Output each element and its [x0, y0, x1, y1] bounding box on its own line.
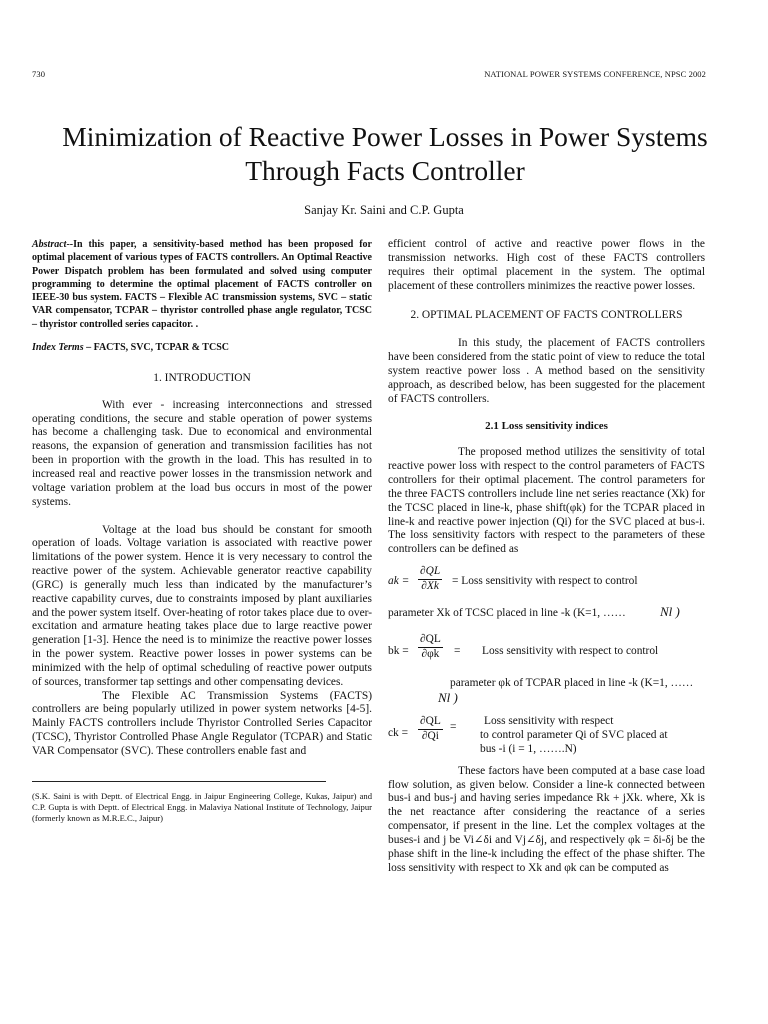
intro-paragraph-3: The Flexible AC Transmission Systems (FACTS) controllers are being popularly utilized in power system networks [4-5]. Mainly FACTS controllers include Thyristor Controlled Series Capacitor (TCSC), Thyristor Controlled Phase Angle Regulator (TCPAR) and Static VAR Compensator (SVC). These controllers enable fast and	[32, 689, 372, 758]
authors: Sanjay Kr. Saini and C.P. Gupta	[304, 203, 464, 217]
footnote-rule	[32, 781, 326, 782]
footnote: (S.K. Saini is with Deptt. of Electrical Engg. in Jaipur Engineering College, Kukas, Jaipur) and C.P. Gupta is with Deptt. of Electrical Engg. in Malaviya National Institute of Technology, Jaipur (formerly known as M.R.E.C., Jaipur)	[32, 790, 372, 823]
eq-c-denominator: ∂Qi	[421, 729, 439, 742]
eq-a-n-symbol: Nl )	[660, 604, 680, 620]
eq-b-n-symbol: Nl )	[438, 689, 458, 705]
eq-b-description: Loss sensitivity with respect to control	[482, 645, 659, 658]
abstract-label: Abstract	[32, 239, 67, 250]
index-terms-label: Index Terms	[32, 342, 84, 354]
eq-a-continuation-row	[388, 604, 705, 629]
eq-c-lhs: ck =	[388, 726, 409, 739]
subsection-2-1-paragraph-1: The proposed method utilizes the sensitivity of total reactive power loss with respect to the control parameters of FACTS controllers for their optimal placement. The control parameters for the three FACTS controllers include line net series reactance (Xk) for the TCSC placed in line-k, phase shift(φk) for the TCPAR placed in line-k and reactive power injection (Qi) for the SVC placed at bus-i. The loss sensitivity factors with respect to the parameters of these controllers can be defined as	[388, 446, 705, 556]
eq-c-continuation-1: to control parameter Qi of SVC placed at	[480, 728, 668, 741]
left-column	[32, 238, 372, 824]
eq-c-fraction	[418, 715, 443, 744]
section-2-paragraph: In this study, the placement of FACTS controllers have been considered from the static point of view to reduce the total system reactive power loss . A method based on the sensitivity approach, as described below, has been suggested for the placement of FACTS controllers.	[388, 337, 705, 405]
eq-c-numerator: ∂QL	[418, 715, 443, 730]
eq-b-fraction	[418, 633, 443, 662]
eq-a-continuation: parameter Xk of TCSC placed in line -k (K=1, ……	[388, 607, 626, 620]
index-terms	[32, 341, 372, 355]
eq-a-lhs: ak =	[388, 575, 410, 588]
subsection-2-1-heading: 2.1 Loss sensitivity indices	[485, 420, 608, 433]
eq-a-denominator: ∂Xk	[421, 579, 439, 592]
right-paragraph-0: efficient control of active and reactive power flows in the transmission networks. High cost of these FACTS controllers requires their optimal placement in the system. The optimal placement of these controllers minimizes the reactive power losses.	[388, 238, 705, 292]
running-header: NATIONAL POWER SYSTEMS CONFERENCE, NPSC 2002	[484, 69, 706, 79]
intro-paragraph-2: Voltage at the load bus should be constant for smooth operation of loads. Voltage variation is associated with reactive power limitations of the power system. Hence it is very necessary to control the reactive power of the system. Achievable generator reactive capability (GRC) is generally much less than indicated by the manufacturer’s reactive capability curves, due to constraints imposed by plant auxiliaries and the power system itself. Over-heating of rotor takes place due to over-excitation and armature heating takes place due to large reactive power generation [1-3]. Hence the need is to minimize the reactive power losses in the power system. Reactive power losses in power systems can be minimized with the help of optimal scheduling of reactive power outputs of sources, transformer tap settings and other compensating devices.	[32, 523, 372, 688]
eq-c-description: Loss sensitivity with respect	[484, 714, 614, 727]
eq-a-description: = Loss sensitivity with respect to control	[452, 575, 638, 588]
abstract-text: --In this paper, a sensitivity-based method has been proposed for optimal placement of various types of FACTS controllers. An Optimal Reactive Power Dispatch problem has been formulated and solved using computer programming to determine the optimal placement of FACTS controller on IEEE-30 bus system. FACTS – Flexible AC transmission systems, SVC – static VAR compensator, TCPAR – thyristor controlled phase angle regulator, TCSC – thyristor controlled series capacitor. .	[32, 239, 372, 330]
subsection-2-1-paragraph-2: These factors have been computed at a base case load flow solution, as given below. Consider a line-k connected between bus-i and bus-j and having series impedance Rk + jXk. where, Xk is the net reactance after considering the reactance of a series compensator, if present in the line. Let the complex voltages at the buses-i and j be Vi∠δi and Vj∠δj, and respectively φk = δi-δj be the phase shift in the line-k including the effect of the phase shifter. The loss sensitivity with respect to Xk and φk can be computed as	[388, 764, 705, 874]
eq-c-equals: =	[450, 720, 457, 733]
eq-a-numerator: ∂QL	[418, 565, 442, 580]
equation-b	[388, 633, 705, 671]
right-column	[388, 238, 705, 875]
eq-a-fraction	[418, 565, 442, 594]
eq-b-numerator: ∂QL	[418, 633, 443, 648]
index-terms-text: – FACTS, SVC, TCPAR & TCSC	[83, 342, 229, 354]
eq-b-equals: =	[454, 645, 461, 658]
intro-paragraph-1: With ever - increasing interconnections and stressed operating conditions, the secure and stable operation of power systems has become a challenging task. Due to economical and environmental reasons, the expansion of generation and transmission facilities has not been in proportion with the growth in the load. This has resulted in to increased real and reactive power losses in the transmission network and voltage variation problem at the load bus occurs in most of the power systems.	[32, 398, 372, 508]
section-2-heading: 2. OPTIMAL PLACEMENT OF FACTS CONTROLLERS	[410, 309, 683, 322]
abstract	[32, 238, 372, 331]
eq-b-lhs: bk =	[388, 645, 409, 658]
equation-c	[388, 715, 705, 759]
page-number: 730	[32, 69, 46, 79]
equation-a	[388, 565, 705, 601]
eq-c-continuation-2: bus -i (i = 1, …….N)	[480, 742, 577, 755]
paper-title: Minimization of Reactive Power Losses in Power Systems Through Facts Controller	[62, 121, 708, 186]
eq-b-denominator: ∂φk	[421, 647, 440, 660]
eq-b-continuation: parameter φk of TCPAR placed in line -k (K=1, ……	[450, 677, 694, 690]
intro-heading: 1. INTRODUCTION	[153, 371, 251, 384]
